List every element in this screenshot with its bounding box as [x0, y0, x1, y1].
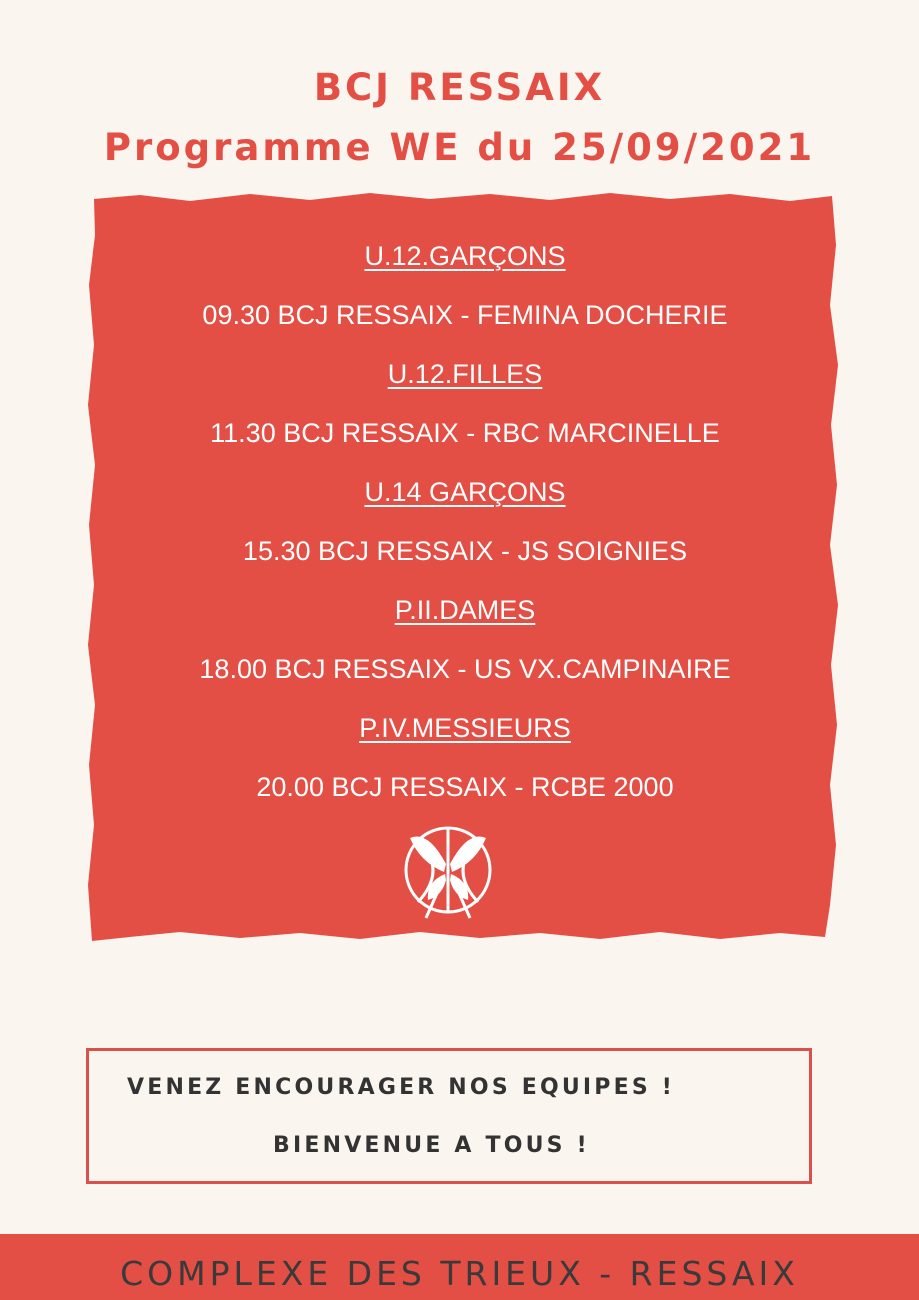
category-u12-filles: U.12.FILLES [387, 359, 543, 389]
butterfly-basketball-logo-icon [398, 820, 498, 925]
match-u12-garcons: 09.30 BCJ RESSAIX - FEMINA DOCHERIE [202, 300, 728, 330]
category-u14-garcons: U.14 GARÇONS [364, 477, 566, 507]
page-title: BCJ RESSAIX [313, 66, 606, 109]
category-u12-garcons: U.12.GARÇONS [364, 241, 566, 271]
welcome-box [86, 1048, 812, 1184]
footer-banner [0, 1234, 919, 1300]
page-subtitle: Programme WE du 25/09/2021 [103, 126, 816, 169]
welcome-line-2: BIENVENUE A TOUS ! [273, 1133, 590, 1158]
match-u14-garcons: 15.30 BCJ RESSAIX - JS SOIGNIES [242, 536, 688, 566]
match-p4-messieurs: 20.00 BCJ RESSAIX - RCBE 2000 [256, 772, 674, 802]
match-p2-dames: 18.00 BCJ RESSAIX - US VX.CAMPINAIRE [199, 654, 731, 684]
welcome-line-1: VENEZ ENCOURAGER NOS EQUIPES ! [127, 1075, 675, 1100]
category-p4-messieurs: P.IV.MESSIEURS [359, 713, 571, 743]
match-u12-filles: 11.30 BCJ RESSAIX - RBC MARCINELLE [210, 418, 720, 448]
category-p2-dames: P.II.DAMES [394, 595, 536, 625]
schedule-board [80, 185, 850, 955]
venue-text: COMPLEXE DES TRIEUX - RESSAIX [120, 1254, 799, 1293]
